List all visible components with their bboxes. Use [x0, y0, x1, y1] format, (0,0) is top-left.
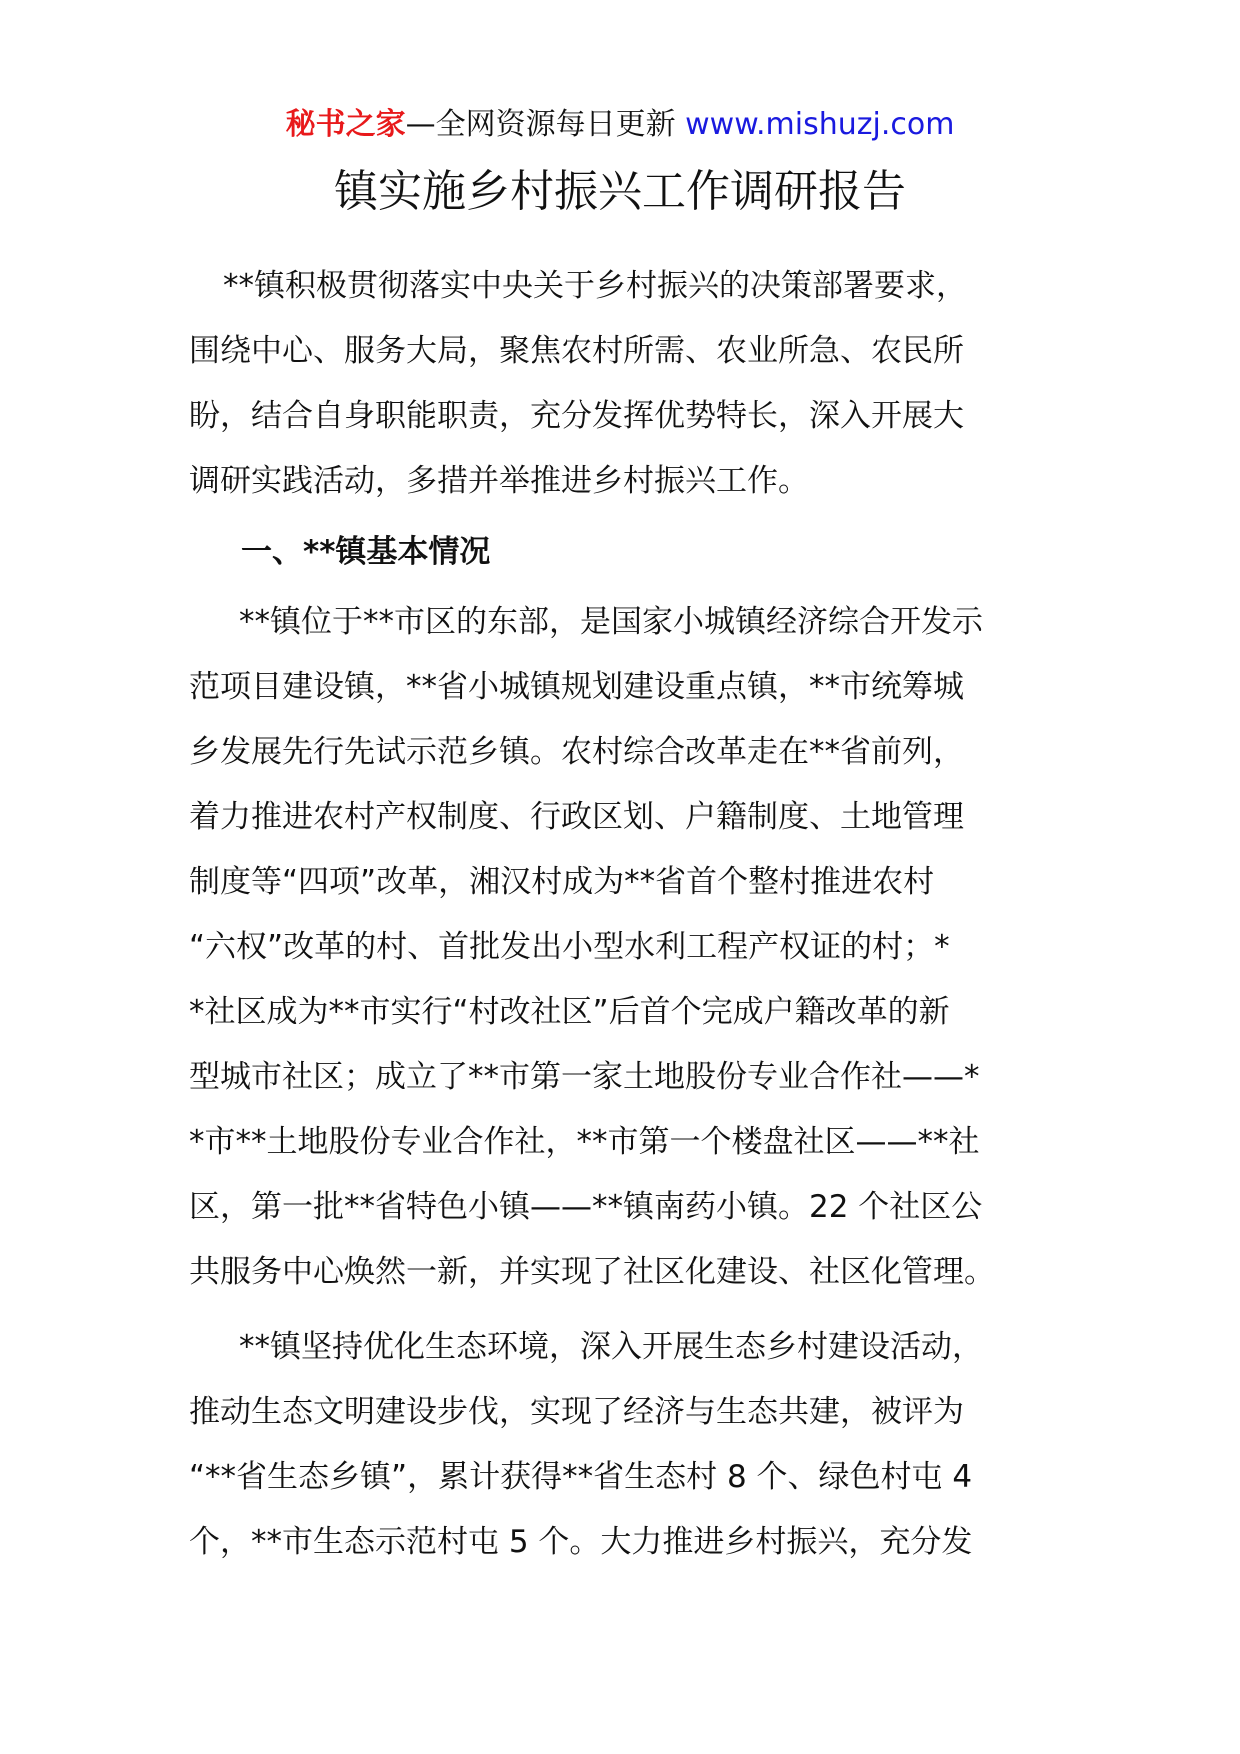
paragraph-basic-info: [189, 590, 1059, 1305]
paragraph-ecology: [189, 1315, 1059, 1575]
paragraph-line: 推动生态文明建设步伐，实现了经济与生态共建，被评为: [189, 1394, 964, 1430]
paragraph-line: *社区成为**市实行“村改社区”后首个完成户籍改革的新: [189, 994, 950, 1030]
paragraph-line: *市**土地股份专业合作社，**市第一个楼盘社区——**社: [189, 1124, 980, 1160]
paragraph-line: **镇积极贯彻落实中央关于乡村振兴的决策部署要求，: [223, 268, 967, 304]
paragraph-gap: [189, 1305, 1059, 1315]
section-heading: 一、**镇基本情况: [241, 534, 491, 570]
paragraph-line: 型城市社区；成立了**市第一家土地股份专业合作社——*: [189, 1059, 980, 1095]
paragraph-line: 调研实践活动，多措并举推进乡村振兴工作。: [189, 463, 809, 499]
paragraph-line: 区，第一批**省特色小镇——**镇南药小镇。22 个社区公: [189, 1189, 983, 1225]
banner-slogan: —全网资源每日更新: [405, 107, 686, 142]
paragraph-line: “六权”改革的村、首批发出小型水利工程产权证的村；*: [189, 929, 950, 965]
brand-name: 秘书之家: [285, 107, 406, 142]
paragraph-line: **镇位于**市区的东部，是国家小城镇经济综合开发示: [239, 604, 983, 640]
paragraph-line: 制度等“四项”改革，湘汉村成为**省首个整村推进农村: [189, 864, 935, 900]
paragraph-line: 乡发展先行先试示范乡镇。农村综合改革走在**省前列，: [189, 734, 964, 770]
paragraph-line: **镇坚持优化生态环境，深入开展生态乡村建设活动，: [239, 1329, 983, 1365]
document-title: 镇实施乡村振兴工作调研报告: [334, 166, 906, 217]
paragraph-line: “**省生态乡镇”，累计获得**省生态村 8 个、绿色村屯 4: [189, 1459, 973, 1495]
document-body: [189, 254, 1059, 1575]
paragraph-line: 着力推进农村产权制度、行政区划、户籍制度、土地管理: [189, 799, 964, 835]
paragraph-line: 共服务中心焕然一新，并实现了社区化建设、社区化管理。: [189, 1254, 995, 1290]
paragraph-line: 个，**市生态示范村屯 5 个。大力推进乡村振兴，充分发: [189, 1524, 973, 1560]
intro-paragraph: [189, 254, 1059, 514]
paragraph-line: 围绕中心、服务大局，聚焦农村所需、农业所急、农民所: [189, 333, 964, 369]
banner-url-link[interactable]: www.mishuzj.com: [685, 107, 955, 142]
paragraph-line: 盼，结合自身职能职责，充分发挥优势特长，深入开展大: [189, 398, 964, 434]
paragraph-line: 范项目建设镇，**省小城镇规划建设重点镇，**市统筹城: [189, 669, 964, 705]
site-banner: [0, 104, 1240, 146]
